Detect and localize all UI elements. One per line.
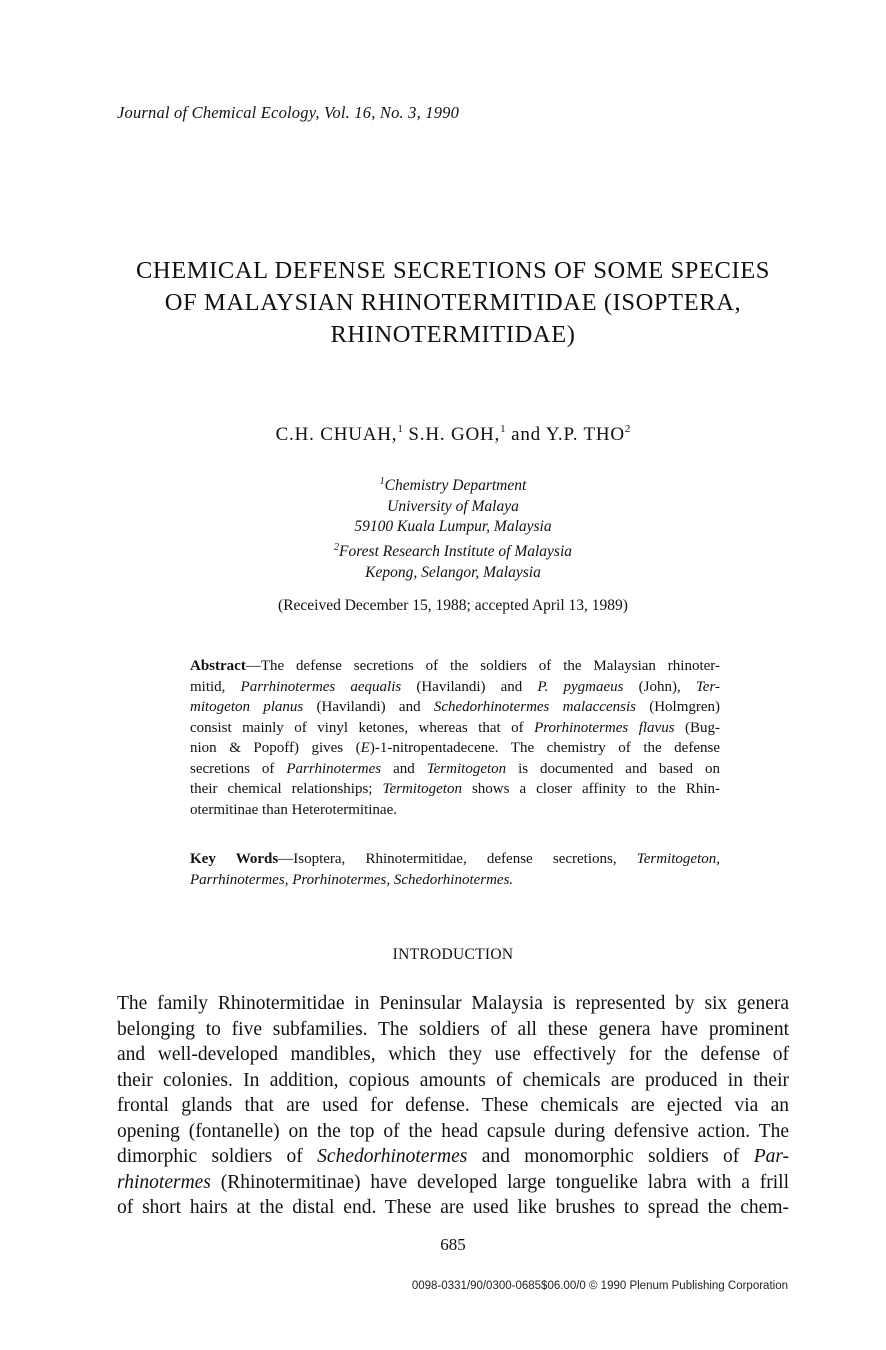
keywords-line: Parrhinotermes, Prorhinotermes, Schedorhinotermes.: [190, 871, 514, 888]
keywords-line: Key Words—Isoptera, Rhinotermitidae, defense secretions, Termitogeton,: [190, 851, 720, 867]
author-affiliation-mark: 1: [500, 423, 506, 435]
author-name: S.H. GOH,: [408, 424, 501, 445]
body-line: of short hairs at the distal end. These are used like brushes to spread the chem-: [117, 1197, 789, 1218]
body-line: opening (fontanelle) on the top of the head capsule during defensive action. The: [117, 1120, 789, 1142]
author-list: [0, 423, 886, 446]
affiliation-line: Kepong, Selangor, Malaysia: [365, 563, 541, 581]
body-line: their colonies. In addition, copious amounts of chemicals are produced in their: [117, 1069, 789, 1091]
author-affiliation-mark: 1: [397, 423, 403, 435]
title-line: RHINOTERMITIDAE): [330, 321, 576, 348]
affiliation-2: [0, 538, 886, 583]
author-affiliation-mark: 2: [624, 423, 631, 435]
abstract-line: secretions of Parrhinotermes and Termitogeton is documented and based on: [190, 760, 721, 777]
copyright-line: 0098-0331/90/0300-0685$06.00/0 © 1990 Plenum Publishing Corporation: [411, 1280, 788, 1292]
abstract-line: consist mainly of vinyl ketones, whereas that of Prorhinotermes flavus (Bug-: [190, 719, 721, 736]
body-line: rhinotermes (Rhinotermitinae) have developed large tonguelike labra with a frill: [117, 1171, 789, 1193]
body-line: frontal glands that are used for defense. These chemicals are ejected via an: [117, 1095, 789, 1116]
body-line: belonging to five subfamilies. The soldiers of all these genera have prominent: [117, 1018, 789, 1040]
affiliation-line: Chemistry Department: [384, 477, 527, 494]
affiliation-line: Forest Research Institute of Malaysia: [338, 543, 573, 560]
affiliation-line: University of Malaya: [387, 497, 519, 515]
abstract-label: Abstract: [190, 658, 246, 674]
abstract-line: mitid, Parrhinotermes aequalis (Havilandi) and P. pygmaeus (John), Ter-: [190, 678, 720, 695]
abstract-line: nion & Popoff) gives (E)-1-nitropentadecene. The chemistry of the defense: [190, 740, 720, 756]
paper-title: [60, 255, 846, 351]
section-heading: INTRODUCTION: [392, 946, 514, 963]
body-line: and well-developed mandibles, which they use effectively for the defense of: [117, 1044, 789, 1065]
author-name: Y.P. THO: [545, 424, 625, 445]
title-line: OF MALAYSIAN RHINOTERMITIDAE (ISOPTERA,: [164, 289, 742, 316]
body-line: The family Rhinotermitidae in Peninsular Malaysia is represented by six genera: [117, 993, 789, 1014]
title-line: CHEMICAL DEFENSE SECRETIONS OF SOME SPECIES: [135, 257, 771, 284]
abstract-line: Abstract—The defense secretions of the soldiers of the Malaysian rhinoter-: [190, 658, 720, 674]
abstract-line: their chemical relationships; Termitogeton shows a closer affinity to the Rhin-: [190, 781, 721, 797]
journal-citation: Journal of Chemical Ecology, Vol. 16, No. 3, 1990: [117, 103, 460, 122]
affiliation-line: 59100 Kuala Lumpur, Malaysia: [354, 518, 552, 535]
author-name: C.H. CHUAH,: [275, 424, 398, 445]
affiliation-1: [0, 472, 886, 538]
affiliation-mark: 2: [333, 542, 339, 553]
abstract-line: mitogeton planus (Havilandi) and Schedorhinotermes malaccensis (Holmgren): [190, 699, 721, 715]
page-number: 685: [440, 1235, 466, 1254]
received-dates: (Received December 15, 1988; accepted April 13, 1989): [278, 597, 628, 614]
abstract: [190, 656, 720, 820]
author-conjunction: and: [511, 424, 541, 445]
body-line: dimorphic soldiers of Schedorhinotermes and monomorphic soldiers of Par-: [117, 1146, 790, 1167]
body-text: [117, 991, 789, 1221]
keywords-label: Key Words: [190, 851, 279, 867]
abstract-line: otermitinae than Heterotermitinae.: [190, 801, 397, 818]
key-words: [190, 849, 720, 890]
affiliation-mark: 1: [379, 476, 385, 487]
